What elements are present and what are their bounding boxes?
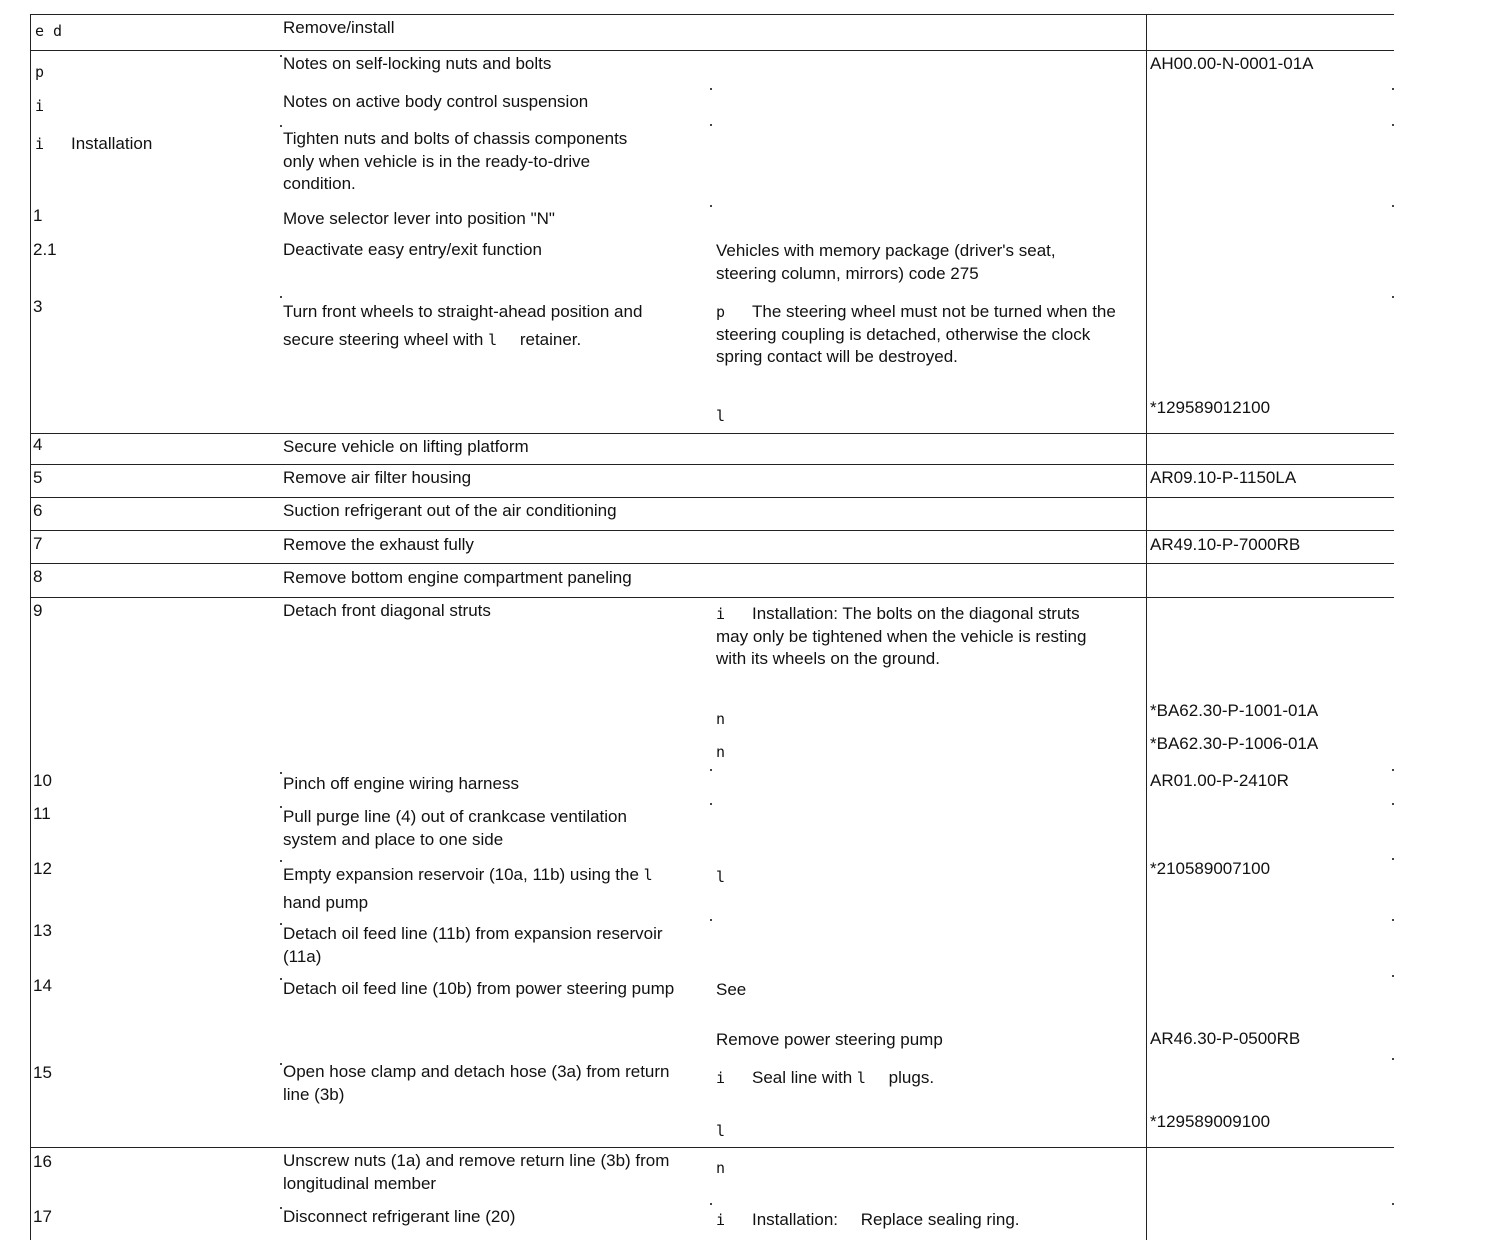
ref-cell: *129589012100 bbox=[1150, 398, 1271, 417]
note-lead: Installation: bbox=[752, 1210, 838, 1229]
action-cell: Secure vehicle on lifting platform bbox=[283, 437, 529, 456]
ref-cell: AR49.10-P-7000RB bbox=[1150, 535, 1301, 554]
action-cell: Detach oil feed line (11b) from expansion reservoir (11a) bbox=[283, 924, 663, 966]
scan-artifact-dot bbox=[710, 205, 712, 207]
action-cell: Remove the exhaust fully bbox=[283, 535, 474, 554]
step-cell: 10 bbox=[33, 771, 52, 790]
note-cell: Vehicles with memory package (driver's seat, steering column, mirrors) code 275 bbox=[716, 241, 1056, 283]
ref-cell: *129589009100 bbox=[1150, 1112, 1271, 1131]
step-cell: 12 bbox=[33, 859, 52, 878]
note-cell bbox=[716, 1209, 1020, 1232]
row-divider bbox=[30, 597, 1394, 598]
step-cell: 8 bbox=[33, 567, 43, 586]
note-text: The bolts on the diagonal struts may only be tightened when the vehicle is resting with its wheels on the ground. bbox=[716, 604, 1087, 668]
scan-artifact-dot bbox=[280, 125, 282, 127]
info-symbol: i bbox=[716, 1069, 726, 1087]
ref-cell: AH00.00-N-0001-01A bbox=[1150, 54, 1314, 73]
step-cell: 14 bbox=[33, 976, 52, 995]
step-cell bbox=[35, 133, 152, 156]
step-cell: 7 bbox=[33, 534, 43, 553]
note-lead: Installation: bbox=[752, 604, 838, 623]
step-cell: 6 bbox=[33, 501, 43, 520]
scan-artifact-dot bbox=[280, 772, 282, 774]
ref-cell: *BA62.30-P-1001-01A bbox=[1150, 701, 1319, 720]
scan-artifact-dot bbox=[280, 860, 282, 862]
scan-artifact-dot bbox=[1392, 919, 1394, 921]
scan-artifact-dot bbox=[710, 124, 712, 126]
info-symbol: i bbox=[716, 605, 726, 623]
note-text: The steering wheel must not be turned when the steering coupling is detached, otherwise the clock spring contact will be destroyed. bbox=[716, 302, 1116, 366]
row-divider bbox=[30, 497, 1394, 498]
action-cell: Notes on active body control suspension bbox=[283, 92, 589, 111]
info-symbol: i bbox=[716, 1211, 726, 1229]
scan-artifact-dot bbox=[1392, 88, 1394, 90]
tool-symbol: l bbox=[716, 407, 726, 425]
action-cell: Deactivate easy entry/exit function bbox=[283, 240, 542, 259]
scan-artifact-dot bbox=[1392, 803, 1394, 805]
scan-artifact-dot bbox=[1392, 1203, 1394, 1205]
row-divider bbox=[30, 50, 1394, 51]
action-cell: Suction refrigerant out of the air conditioning bbox=[283, 501, 617, 520]
scan-artifact-dot bbox=[710, 919, 712, 921]
note-text: Replace sealing ring. bbox=[860, 1210, 1020, 1229]
row-divider bbox=[30, 433, 1394, 434]
step-cell: 5 bbox=[33, 468, 43, 487]
row-divider bbox=[30, 14, 1394, 15]
action-cell: Open hose clamp and detach hose (3a) from return line (3b) bbox=[283, 1062, 670, 1104]
scan-artifact-dot bbox=[1392, 296, 1394, 298]
step-cell: 15 bbox=[33, 1063, 52, 1082]
scan-artifact-dot bbox=[710, 88, 712, 90]
action-cell: Remove/install bbox=[283, 18, 395, 37]
ref-cell: AR01.00-P-2410R bbox=[1150, 771, 1289, 790]
row-divider bbox=[30, 530, 1394, 531]
row-divider bbox=[30, 464, 1394, 465]
action-cell: Pinch off engine wiring harness bbox=[283, 774, 519, 793]
step-cell: 3 bbox=[33, 297, 43, 316]
action-cell: Notes on self-locking nuts and bolts bbox=[283, 54, 552, 73]
scan-artifact-dot bbox=[710, 1203, 712, 1205]
note-cell: Remove power steering pump bbox=[716, 1030, 943, 1049]
action-cell: Remove bottom engine compartment paneling bbox=[283, 568, 632, 587]
table-left-border bbox=[30, 14, 31, 1240]
scan-artifact-dot bbox=[280, 296, 282, 298]
step-cell: 2.1 bbox=[33, 240, 57, 259]
action-cell bbox=[283, 861, 683, 917]
ref-column-border bbox=[1146, 14, 1147, 1240]
step-label: Installation bbox=[71, 134, 153, 153]
step-cell: 17 bbox=[33, 1207, 52, 1226]
ref-cell: AR46.30-P-0500RB bbox=[1150, 1029, 1301, 1048]
step-cell: 9 bbox=[33, 601, 43, 620]
note-cell bbox=[716, 1067, 934, 1090]
note-cell bbox=[716, 603, 1116, 671]
scan-artifact-dot bbox=[1392, 1058, 1394, 1060]
step-cell: e d bbox=[35, 22, 63, 40]
ref-cell: *210589007100 bbox=[1150, 859, 1271, 878]
note-symbol: n bbox=[716, 710, 726, 728]
action-cell: Pull purge line (4) out of crankcase ventilation system and place to one side bbox=[283, 807, 627, 849]
info-symbol: i bbox=[35, 135, 45, 153]
tool-symbol: l bbox=[716, 1122, 726, 1140]
action-cell: Remove air filter housing bbox=[283, 468, 472, 487]
action-cell: Tighten nuts and bolts of chassis components only when vehicle is in the ready-to-drive condition. bbox=[283, 129, 628, 193]
action-cell: Detach oil feed line (10b) from power steering pump bbox=[283, 979, 675, 998]
action-cell: Disconnect refrigerant line (20) bbox=[283, 1207, 516, 1226]
scan-artifact-dot bbox=[280, 1207, 282, 1209]
scan-artifact-dot bbox=[1392, 205, 1394, 207]
scan-artifact-dot bbox=[1392, 975, 1394, 977]
scan-artifact-dot bbox=[280, 806, 282, 808]
step-cell: 16 bbox=[33, 1152, 52, 1171]
tool-symbol: l bbox=[488, 331, 498, 349]
action-text: hand pump bbox=[283, 893, 369, 912]
scan-artifact-dot bbox=[710, 803, 712, 805]
step-cell: 1 bbox=[33, 206, 43, 225]
ref-cell: *BA62.30-P-1006-01A bbox=[1150, 734, 1319, 753]
tool-symbol: l bbox=[643, 866, 653, 884]
step-cell: 4 bbox=[33, 435, 43, 454]
caution-symbol: p bbox=[716, 303, 726, 321]
note-text: Seal line with bbox=[752, 1068, 853, 1087]
scan-artifact-dot bbox=[280, 978, 282, 980]
note-text: plugs. bbox=[888, 1068, 935, 1087]
note-cell: See bbox=[716, 980, 747, 999]
scan-artifact-dot bbox=[710, 769, 712, 771]
step-cell: 13 bbox=[33, 921, 52, 940]
tool-symbol: l bbox=[856, 1069, 866, 1087]
step-cell: i bbox=[35, 97, 45, 115]
action-cell: Detach front diagonal struts bbox=[283, 601, 491, 620]
scan-artifact-dot bbox=[1392, 124, 1394, 126]
action-cell: Unscrew nuts (1a) and remove return line (3b) from longitudinal member bbox=[283, 1151, 670, 1193]
note-cell bbox=[716, 301, 1116, 369]
action-text: Turn front wheels to straight-ahead position and secure steering wheel with bbox=[283, 302, 643, 349]
scan-artifact-dot bbox=[1392, 858, 1394, 860]
note-symbol: n bbox=[716, 1159, 726, 1177]
scan-artifact-dot bbox=[280, 1063, 282, 1065]
scan-artifact-dot bbox=[280, 923, 282, 925]
action-cell bbox=[283, 298, 683, 354]
action-text: Empty expansion reservoir (10a, 11b) using the bbox=[283, 865, 639, 884]
tool-symbol: l bbox=[716, 868, 726, 886]
action-cell: Move selector lever into position "N" bbox=[283, 209, 555, 228]
step-cell: p bbox=[35, 63, 45, 81]
scan-artifact-dot bbox=[280, 55, 282, 57]
row-divider bbox=[30, 563, 1394, 564]
scan-artifact-dot bbox=[1392, 769, 1394, 771]
action-text: retainer. bbox=[519, 330, 582, 349]
ref-cell: AR09.10-P-1150LA bbox=[1150, 468, 1297, 487]
note-symbol: n bbox=[716, 743, 726, 761]
step-cell: 11 bbox=[33, 804, 51, 823]
row-divider bbox=[30, 1147, 1394, 1148]
